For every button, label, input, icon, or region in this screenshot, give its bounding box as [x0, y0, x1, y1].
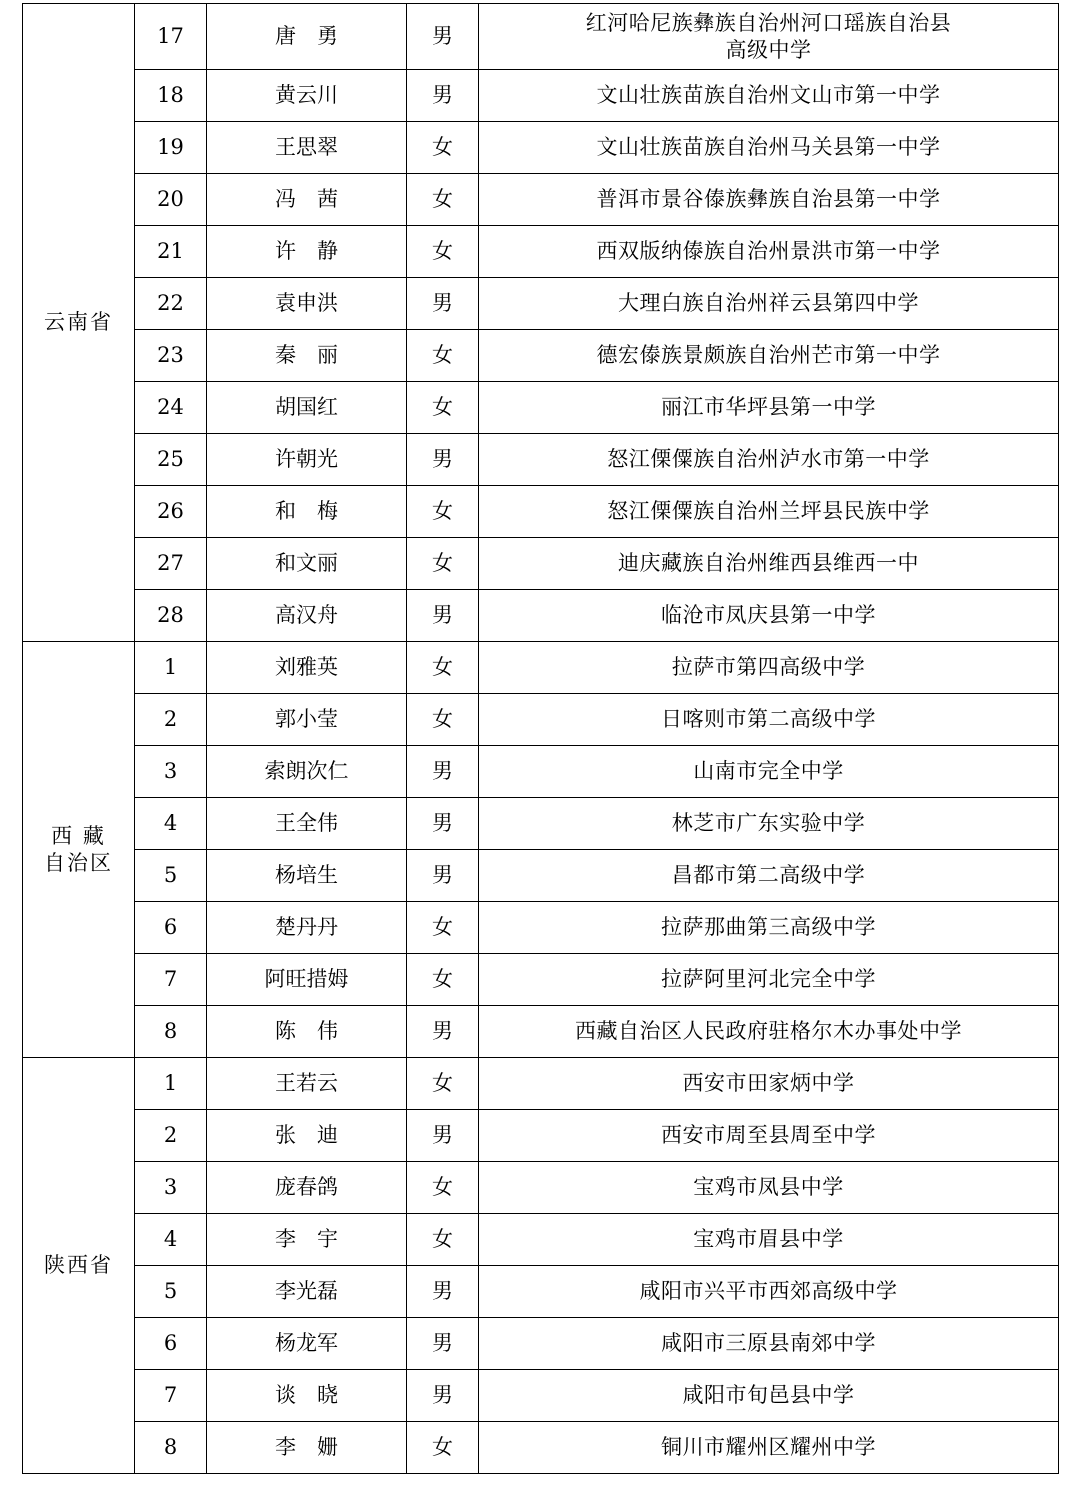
- province-cell-shaanxi: 陕西省: [23, 1058, 135, 1474]
- table-row: [23, 1266, 1059, 1318]
- table-row: [23, 486, 1059, 538]
- school-name: 文山壮族苗族自治州马关县第一中学: [479, 122, 1059, 174]
- table-row: [23, 1318, 1059, 1370]
- row-number: 5: [135, 1266, 207, 1318]
- person-name: 袁申洪: [207, 278, 407, 330]
- table-row: [23, 902, 1059, 954]
- school-name: 日喀则市第二高级中学: [479, 694, 1059, 746]
- school-name: 临沧市凤庆县第一中学: [479, 590, 1059, 642]
- row-number: 2: [135, 694, 207, 746]
- person-sex: 女: [407, 486, 479, 538]
- person-name: 李 宇: [207, 1214, 407, 1266]
- row-number: 3: [135, 1162, 207, 1214]
- row-number: 5: [135, 850, 207, 902]
- person-sex: 男: [407, 590, 479, 642]
- person-sex: 男: [407, 850, 479, 902]
- person-sex: 女: [407, 174, 479, 226]
- person-name: 杨龙军: [207, 1318, 407, 1370]
- row-number: 8: [135, 1006, 207, 1058]
- person-name: 和 梅: [207, 486, 407, 538]
- school-name: 西双版纳傣族自治州景洪市第一中学: [479, 226, 1059, 278]
- school-name-line2: 高级中学: [725, 37, 812, 62]
- province-label-line2: 自治区: [44, 850, 113, 875]
- person-sex: 男: [407, 1318, 479, 1370]
- table-row: [23, 642, 1059, 694]
- person-name: 唐 勇: [207, 4, 407, 70]
- row-number: 28: [135, 590, 207, 642]
- table-row: [23, 694, 1059, 746]
- person-sex: 女: [407, 954, 479, 1006]
- school-name: [479, 4, 1059, 70]
- table-row: [23, 174, 1059, 226]
- person-name: 王思翠: [207, 122, 407, 174]
- table-row: [23, 70, 1059, 122]
- person-sex: 女: [407, 642, 479, 694]
- person-sex: 男: [407, 746, 479, 798]
- row-number: 6: [135, 1318, 207, 1370]
- person-name: 高汉舟: [207, 590, 407, 642]
- school-name: 大理白族自治州祥云县第四中学: [479, 278, 1059, 330]
- school-name: 西安市田家炳中学: [479, 1058, 1059, 1110]
- table-row: [23, 746, 1059, 798]
- province-label-line1: 西 藏: [51, 823, 106, 848]
- school-name: 德宏傣族景颇族自治州芒市第一中学: [479, 330, 1059, 382]
- person-name: 刘雅英: [207, 642, 407, 694]
- row-number: 3: [135, 746, 207, 798]
- person-sex: 女: [407, 226, 479, 278]
- person-name: 谈 晓: [207, 1370, 407, 1422]
- school-name: 怒江傈僳族自治州兰坪县民族中学: [479, 486, 1059, 538]
- person-sex: 男: [407, 1370, 479, 1422]
- table-row: [23, 954, 1059, 1006]
- row-number: 17: [135, 4, 207, 70]
- person-name: 王全伟: [207, 798, 407, 850]
- school-name: 丽江市华坪县第一中学: [479, 382, 1059, 434]
- person-name: 黄云川: [207, 70, 407, 122]
- table-row: [23, 382, 1059, 434]
- table-row: [23, 538, 1059, 590]
- school-name: 拉萨市第四高级中学: [479, 642, 1059, 694]
- table-row: [23, 278, 1059, 330]
- row-number: 23: [135, 330, 207, 382]
- person-sex: 男: [407, 434, 479, 486]
- table-row: [23, 590, 1059, 642]
- school-name: 咸阳市兴平市西郊高级中学: [479, 1266, 1059, 1318]
- table-row: [23, 1058, 1059, 1110]
- person-sex: 女: [407, 1162, 479, 1214]
- table-row: [23, 798, 1059, 850]
- school-name: 山南市完全中学: [479, 746, 1059, 798]
- table-row: [23, 1214, 1059, 1266]
- table-row: [23, 226, 1059, 278]
- province-cell-yunnan: 云南省: [23, 4, 135, 642]
- roster-table-body: [23, 4, 1059, 1474]
- row-number: 1: [135, 1058, 207, 1110]
- person-name: 和文丽: [207, 538, 407, 590]
- person-name: 庞春鸽: [207, 1162, 407, 1214]
- roster-table: [22, 3, 1059, 1474]
- school-name: 怒江傈僳族自治州泸水市第一中学: [479, 434, 1059, 486]
- row-number: 4: [135, 798, 207, 850]
- person-sex: 男: [407, 1266, 479, 1318]
- province-cell-xizang: [23, 642, 135, 1058]
- person-name: 郭小莹: [207, 694, 407, 746]
- table-row: [23, 850, 1059, 902]
- person-sex: 女: [407, 1214, 479, 1266]
- table-row: [23, 1110, 1059, 1162]
- person-sex: 女: [407, 1058, 479, 1110]
- person-sex: 女: [407, 1422, 479, 1474]
- school-name: 林芝市广东实验中学: [479, 798, 1059, 850]
- row-number: 22: [135, 278, 207, 330]
- table-row: [23, 434, 1059, 486]
- person-name: 胡国红: [207, 382, 407, 434]
- person-name: 索朗次仁: [207, 746, 407, 798]
- row-number: 2: [135, 1110, 207, 1162]
- person-sex: 女: [407, 538, 479, 590]
- person-sex: 男: [407, 1006, 479, 1058]
- person-name: 楚丹丹: [207, 902, 407, 954]
- school-name: 西藏自治区人民政府驻格尔木办事处中学: [479, 1006, 1059, 1058]
- school-name-line1: 红河哈尼族彝族自治州河口瑶族自治县: [585, 10, 952, 35]
- table-row: [23, 122, 1059, 174]
- school-name: 咸阳市旬邑县中学: [479, 1370, 1059, 1422]
- row-number: 19: [135, 122, 207, 174]
- person-sex: 男: [407, 798, 479, 850]
- school-name: 普洱市景谷傣族彝族自治县第一中学: [479, 174, 1059, 226]
- person-sex: 男: [407, 1110, 479, 1162]
- school-name: 拉萨那曲第三高级中学: [479, 902, 1059, 954]
- table-row: [23, 1422, 1059, 1474]
- person-sex: 女: [407, 382, 479, 434]
- school-name: 宝鸡市眉县中学: [479, 1214, 1059, 1266]
- table-row: [23, 330, 1059, 382]
- person-sex: 男: [407, 4, 479, 70]
- school-name: 咸阳市三原县南郊中学: [479, 1318, 1059, 1370]
- row-number: 6: [135, 902, 207, 954]
- row-number: 4: [135, 1214, 207, 1266]
- person-name: 王若云: [207, 1058, 407, 1110]
- school-name: 昌都市第二高级中学: [479, 850, 1059, 902]
- table-row: [23, 1162, 1059, 1214]
- person-name: 秦 丽: [207, 330, 407, 382]
- row-number: 1: [135, 642, 207, 694]
- table-row: [23, 4, 1059, 70]
- person-name: 李 姗: [207, 1422, 407, 1474]
- table-row: [23, 1370, 1059, 1422]
- school-name: 迪庆藏族自治州维西县维西一中: [479, 538, 1059, 590]
- row-number: 21: [135, 226, 207, 278]
- person-sex: 女: [407, 122, 479, 174]
- person-name: 杨培生: [207, 850, 407, 902]
- person-name: 阿旺措姆: [207, 954, 407, 1006]
- person-name: 陈 伟: [207, 1006, 407, 1058]
- row-number: 26: [135, 486, 207, 538]
- person-sex: 女: [407, 330, 479, 382]
- table-row: [23, 1006, 1059, 1058]
- school-name: 西安市周至县周至中学: [479, 1110, 1059, 1162]
- row-number: 27: [135, 538, 207, 590]
- person-sex: 男: [407, 70, 479, 122]
- school-name: 拉萨阿里河北完全中学: [479, 954, 1059, 1006]
- school-name: 宝鸡市凤县中学: [479, 1162, 1059, 1214]
- school-name: 文山壮族苗族自治州文山市第一中学: [479, 70, 1059, 122]
- person-name: 冯 茜: [207, 174, 407, 226]
- row-number: 18: [135, 70, 207, 122]
- row-number: 25: [135, 434, 207, 486]
- person-sex: 女: [407, 694, 479, 746]
- person-name: 许 静: [207, 226, 407, 278]
- row-number: 7: [135, 954, 207, 1006]
- row-number: 24: [135, 382, 207, 434]
- person-sex: 女: [407, 902, 479, 954]
- row-number: 8: [135, 1422, 207, 1474]
- person-name: 许朝光: [207, 434, 407, 486]
- person-name: 李光磊: [207, 1266, 407, 1318]
- person-sex: 男: [407, 278, 479, 330]
- row-number: 7: [135, 1370, 207, 1422]
- person-name: 张 迪: [207, 1110, 407, 1162]
- school-name: 铜川市耀州区耀州中学: [479, 1422, 1059, 1474]
- row-number: 20: [135, 174, 207, 226]
